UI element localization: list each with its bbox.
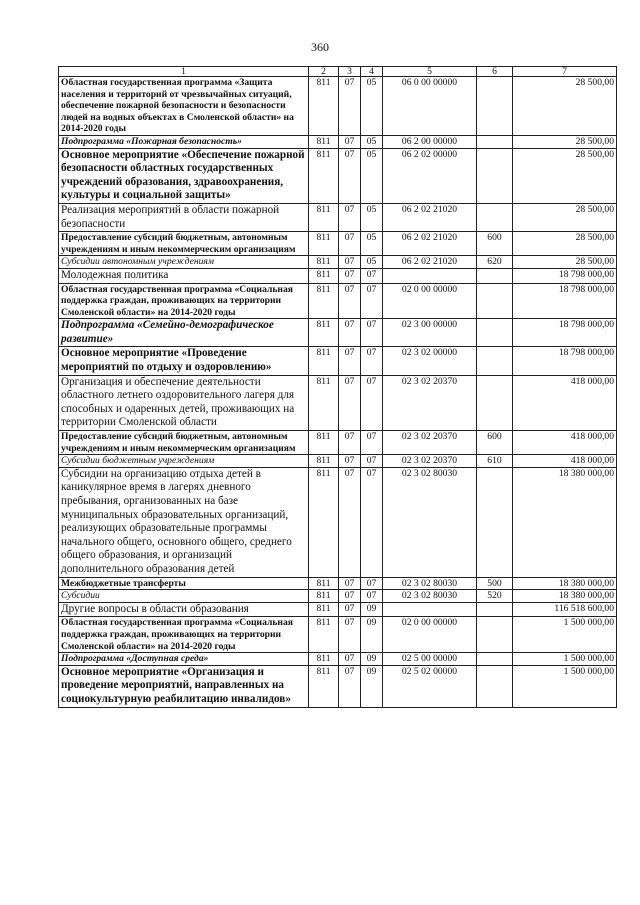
section-cell: 07 <box>339 467 361 577</box>
row-name-cell: Подпрограмма «Семейно-демографическое развитие» <box>59 319 309 347</box>
table-row <box>59 665 617 707</box>
header-cell: 1 <box>59 67 309 77</box>
expense-type-cell <box>477 77 513 136</box>
row-name-cell: Другие вопросы в области образования <box>59 602 309 617</box>
expense-type-cell <box>477 283 513 319</box>
expense-type-cell <box>477 375 513 430</box>
ministry-code-cell: 811 <box>309 319 339 347</box>
target-article-cell: 02 3 02 20370 <box>383 455 477 468</box>
section-cell: 07 <box>339 602 361 617</box>
amount-cell: 18 380 000,00 <box>513 467 617 577</box>
amount-cell: 1 500 000,00 <box>513 617 617 653</box>
subsection-cell: 09 <box>361 665 383 707</box>
section-cell: 07 <box>339 148 361 203</box>
target-article-cell: 02 3 02 80030 <box>383 590 477 603</box>
table-row <box>59 319 617 347</box>
section-cell: 07 <box>339 135 361 148</box>
header-cell: 3 <box>339 67 361 77</box>
row-name-cell: Межбюджетные трансферты <box>59 577 309 590</box>
row-name-cell: Основное мероприятие «Обеспечение пожарной безопасности областных государственных учреждений образования, здравоохранения, культуры и социальной защиты» <box>59 148 309 203</box>
target-article-cell: 02 3 02 80030 <box>383 577 477 590</box>
row-name-cell: Областная государственная программа «Защита населения и территорий от чрезвычайных ситуаций, обеспечение пожарной безопасности и безопасности людей на водных объектах в Смоленской области» на 2014-2020 годы <box>59 77 309 136</box>
expense-type-cell: 520 <box>477 590 513 603</box>
table-row <box>59 256 617 269</box>
target-article-cell: 02 0 00 00000 <box>383 283 477 319</box>
target-article-cell: 02 5 00 00000 <box>383 653 477 666</box>
table-row <box>59 602 617 617</box>
row-name-cell: Молодежная политика <box>59 268 309 283</box>
target-article-cell: 06 2 02 21020 <box>383 256 477 269</box>
amount-cell: 28 500,00 <box>513 135 617 148</box>
row-name-cell: Предоставление субсидий бюджетным, автономным учреждениям и иным некоммерческим организациям <box>59 232 309 256</box>
row-name-cell: Областная государственная программа «Социальная поддержка граждан, проживающих на территории Смоленской области» на 2014-2020 годы <box>59 617 309 653</box>
expense-type-cell <box>477 665 513 707</box>
ministry-code-cell: 811 <box>309 148 339 203</box>
subsection-cell: 05 <box>361 148 383 203</box>
target-article-cell: 06 2 02 21020 <box>383 232 477 256</box>
header-cell: 6 <box>477 67 513 77</box>
header-cell: 4 <box>361 67 383 77</box>
row-name-cell: Предоставление субсидий бюджетным, автономным учреждениям и иным некоммерческим организациям <box>59 431 309 455</box>
ministry-code-cell: 811 <box>309 375 339 430</box>
ministry-code-cell: 811 <box>309 203 339 231</box>
ministry-code-cell: 811 <box>309 455 339 468</box>
amount-cell: 28 500,00 <box>513 148 617 203</box>
expense-type-cell: 620 <box>477 256 513 269</box>
target-article-cell: 06 2 00 00000 <box>383 135 477 148</box>
expense-type-cell <box>477 602 513 617</box>
subsection-cell: 09 <box>361 653 383 666</box>
table-row <box>59 375 617 430</box>
table-row <box>59 135 617 148</box>
subsection-cell: 05 <box>361 256 383 269</box>
table-row <box>59 203 617 231</box>
row-name-cell: Организация и обеспечение деятельности областного летнего оздоровительного лагеря для способных и одаренных детей, проживающих на территории Смоленской области <box>59 375 309 430</box>
amount-cell: 1 500 000,00 <box>513 653 617 666</box>
row-name-cell: Основное мероприятие «Проведение мероприятий по отдыху и оздоровлению» <box>59 347 309 375</box>
section-cell: 07 <box>339 665 361 707</box>
target-article-cell: 02 3 02 20370 <box>383 431 477 455</box>
amount-cell: 18 798 000,00 <box>513 268 617 283</box>
ministry-code-cell: 811 <box>309 135 339 148</box>
section-cell: 07 <box>339 590 361 603</box>
table-row <box>59 148 617 203</box>
ministry-code-cell: 811 <box>309 602 339 617</box>
section-cell: 07 <box>339 268 361 283</box>
ministry-code-cell: 811 <box>309 256 339 269</box>
amount-cell: 418 000,00 <box>513 375 617 430</box>
target-article-cell: 02 3 02 80030 <box>383 467 477 577</box>
target-article-cell: 02 3 00 00000 <box>383 319 477 347</box>
target-article-cell: 06 2 02 00000 <box>383 148 477 203</box>
ministry-code-cell: 811 <box>309 467 339 577</box>
target-article-cell: 02 0 00 00000 <box>383 617 477 653</box>
ministry-code-cell: 811 <box>309 77 339 136</box>
row-name-cell: Реализация мероприятий в области пожарной безопасности <box>59 203 309 231</box>
section-cell: 07 <box>339 347 361 375</box>
ministry-code-cell: 811 <box>309 665 339 707</box>
subsection-cell: 07 <box>361 347 383 375</box>
section-cell: 07 <box>339 431 361 455</box>
row-name-cell: Субсидии на организацию отдыха детей в каникулярное время в лагерях дневного пребывания, организованных на базе муниципальных образовательных организаций, реализующих образовательные программы начального общего, основного общего, среднего общего образования, и организаций дополнительного образования детей <box>59 467 309 577</box>
subsection-cell: 07 <box>361 577 383 590</box>
section-cell: 07 <box>339 375 361 430</box>
target-article-cell <box>383 602 477 617</box>
expense-type-cell: 600 <box>477 232 513 256</box>
row-name-cell: Подпрограмма «Пожарная безопасность» <box>59 135 309 148</box>
expense-type-cell <box>477 203 513 231</box>
table-row <box>59 455 617 468</box>
amount-cell: 418 000,00 <box>513 431 617 455</box>
section-cell: 07 <box>339 256 361 269</box>
ministry-code-cell: 811 <box>309 431 339 455</box>
subsection-cell: 09 <box>361 617 383 653</box>
header-cell: 2 <box>309 67 339 77</box>
budget-table <box>58 66 617 708</box>
amount-cell: 18 380 000,00 <box>513 590 617 603</box>
section-cell: 07 <box>339 617 361 653</box>
table-row <box>59 283 617 319</box>
expense-type-cell <box>477 148 513 203</box>
subsection-cell: 07 <box>361 431 383 455</box>
table-row <box>59 617 617 653</box>
target-article-cell: 02 5 02 00000 <box>383 665 477 707</box>
subsection-cell: 07 <box>361 375 383 430</box>
row-name-cell: Областная государственная программа «Социальная поддержка граждан, проживающих на территории Смоленской области» на 2014-2020 годы <box>59 283 309 319</box>
ministry-code-cell: 811 <box>309 617 339 653</box>
ministry-code-cell: 811 <box>309 347 339 375</box>
amount-cell: 418 000,00 <box>513 455 617 468</box>
ministry-code-cell: 811 <box>309 268 339 283</box>
header-cell: 5 <box>383 67 477 77</box>
row-name-cell: Основное мероприятие «Организация и проведение мероприятий, направленных на социокультурную реабилитацию инвалидов» <box>59 665 309 707</box>
row-name-cell: Субсидии бюджетным учреждениям <box>59 455 309 468</box>
amount-cell: 28 500,00 <box>513 256 617 269</box>
row-name-cell: Подпрограмма «Доступная среда» <box>59 653 309 666</box>
table-row <box>59 347 617 375</box>
expense-type-cell <box>477 319 513 347</box>
target-article-cell: 02 3 02 00000 <box>383 347 477 375</box>
subsection-cell: 07 <box>361 268 383 283</box>
subsection-cell: 05 <box>361 232 383 256</box>
table-row <box>59 268 617 283</box>
page-number: 360 <box>311 40 329 54</box>
ministry-code-cell: 811 <box>309 577 339 590</box>
amount-cell: 1 500 000,00 <box>513 665 617 707</box>
row-name-cell: Субсидии <box>59 590 309 603</box>
expense-type-cell <box>477 347 513 375</box>
subsection-cell: 05 <box>361 77 383 136</box>
table-row <box>59 467 617 577</box>
ministry-code-cell: 811 <box>309 653 339 666</box>
section-cell: 07 <box>339 319 361 347</box>
subsection-cell: 05 <box>361 135 383 148</box>
target-article-cell <box>383 268 477 283</box>
subsection-cell: 07 <box>361 455 383 468</box>
table-row <box>59 431 617 455</box>
section-cell: 07 <box>339 283 361 319</box>
expense-type-cell: 500 <box>477 577 513 590</box>
ministry-code-cell: 811 <box>309 283 339 319</box>
header-row <box>59 67 617 77</box>
amount-cell: 18 798 000,00 <box>513 283 617 319</box>
table-row <box>59 590 617 603</box>
row-name-cell: Субсидии автономным учреждениям <box>59 256 309 269</box>
amount-cell: 18 798 000,00 <box>513 319 617 347</box>
expense-type-cell <box>477 653 513 666</box>
expense-type-cell <box>477 617 513 653</box>
target-article-cell: 06 0 00 00000 <box>383 77 477 136</box>
subsection-cell: 05 <box>361 203 383 231</box>
amount-cell: 18 798 000,00 <box>513 347 617 375</box>
section-cell: 07 <box>339 577 361 590</box>
subsection-cell: 07 <box>361 283 383 319</box>
ministry-code-cell: 811 <box>309 590 339 603</box>
expense-type-cell <box>477 135 513 148</box>
expense-type-cell <box>477 268 513 283</box>
table-row <box>59 232 617 256</box>
header-cell: 7 <box>513 67 617 77</box>
amount-cell: 28 500,00 <box>513 232 617 256</box>
subsection-cell: 07 <box>361 590 383 603</box>
section-cell: 07 <box>339 653 361 666</box>
expense-type-cell: 600 <box>477 431 513 455</box>
target-article-cell: 06 2 02 21020 <box>383 203 477 231</box>
table-row <box>59 577 617 590</box>
amount-cell: 28 500,00 <box>513 77 617 136</box>
section-cell: 07 <box>339 77 361 136</box>
table-row <box>59 653 617 666</box>
section-cell: 07 <box>339 455 361 468</box>
ministry-code-cell: 811 <box>309 232 339 256</box>
amount-cell: 18 380 000,00 <box>513 577 617 590</box>
expense-type-cell: 610 <box>477 455 513 468</box>
expense-type-cell <box>477 467 513 577</box>
table-row <box>59 77 617 136</box>
section-cell: 07 <box>339 232 361 256</box>
subsection-cell: 07 <box>361 319 383 347</box>
subsection-cell: 09 <box>361 602 383 617</box>
amount-cell: 28 500,00 <box>513 203 617 231</box>
section-cell: 07 <box>339 203 361 231</box>
subsection-cell: 07 <box>361 467 383 577</box>
amount-cell: 116 518 600,00 <box>513 602 617 617</box>
target-article-cell: 02 3 02 20370 <box>383 375 477 430</box>
